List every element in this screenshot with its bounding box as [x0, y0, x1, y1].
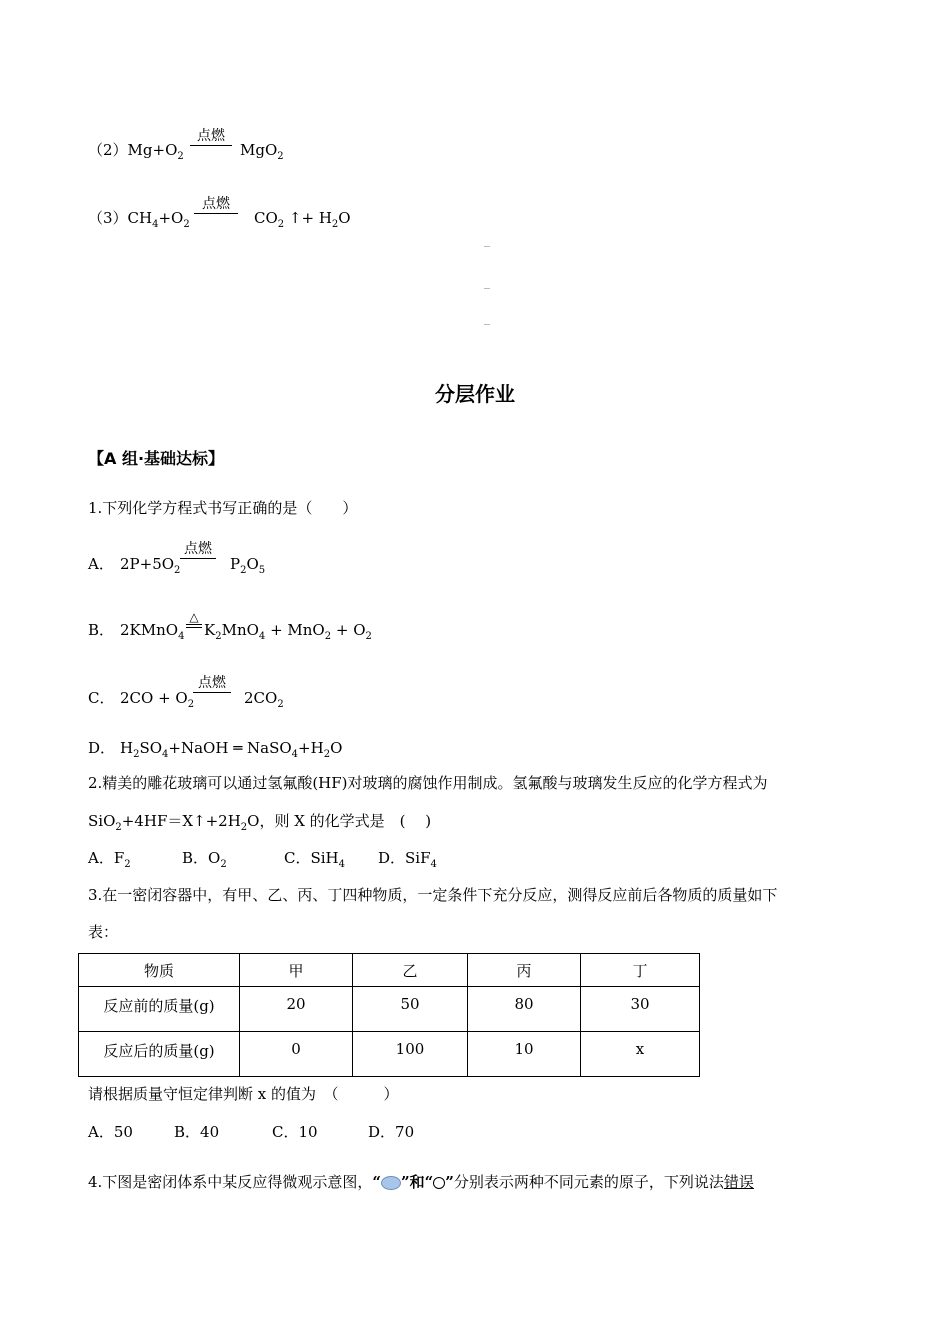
- table-cell: 反应后的质量(g): [79, 1032, 240, 1077]
- condition-label: 点燃: [197, 128, 225, 144]
- reaction-condition: [186, 611, 202, 628]
- equation-2-rhs: [240, 140, 284, 167]
- equation-text: +NaOH ═ NaSO: [168, 739, 292, 757]
- heat-symbol: △: [189, 610, 199, 624]
- option-a-lhs: [120, 554, 180, 581]
- subscript: 4: [291, 749, 299, 760]
- equation-rhs: + O: [331, 621, 366, 639]
- condition-bar: [186, 624, 202, 625]
- option-d-equation: [120, 738, 342, 765]
- option-b-rhs: [204, 620, 372, 647]
- option-text: B．O: [182, 849, 221, 867]
- subscript: 2: [215, 631, 222, 642]
- question-text: 4.下图是密闭体系中某反应得微观示意图，: [88, 1173, 373, 1191]
- subscript: 4: [178, 631, 185, 642]
- subscript: 4: [430, 859, 437, 870]
- option-text: D．SiF: [378, 849, 431, 867]
- question-3-option-b: B．40: [174, 1123, 220, 1141]
- option-text: A．F: [88, 849, 125, 867]
- equation-rhs: ↑+ H: [284, 209, 332, 227]
- option-label: C．: [88, 689, 115, 707]
- option-d: [88, 738, 115, 758]
- equation-3: [88, 208, 190, 235]
- equation-text: O: [330, 739, 343, 757]
- question-2-line1: 2.精美的雕花玻璃可以通过氢氟酸(HF)对玻璃的腐蚀作用制成。氢氟酸与玻璃发生反应的化学方程式为: [88, 774, 768, 792]
- table-header-row: [79, 954, 700, 987]
- option-c-lhs: [120, 688, 194, 715]
- subscript: 4: [338, 859, 346, 870]
- equation-number: （3）: [88, 209, 128, 227]
- equation-text: +H: [298, 739, 324, 757]
- question-2-option-b: [182, 848, 227, 875]
- question-3-line2: 表：: [88, 923, 119, 941]
- subscript: 2: [277, 699, 284, 710]
- option-b-equation: [120, 620, 184, 647]
- question-3-line1: 3.在一密闭容器中，有甲、乙、丙、丁四种物质，一定条件下充分反应，测得反应前后各物质的质量如下: [88, 886, 778, 904]
- question-text: 分别表示两种不同元素的原子，下列说法: [453, 1173, 724, 1191]
- question-2-option-a: [88, 848, 131, 875]
- subscript: 2: [277, 219, 285, 230]
- equation-lhs: CH: [127, 209, 153, 227]
- filled-atom-icon: [381, 1176, 401, 1190]
- subscript: 2: [187, 699, 195, 710]
- option-text: C．SiH: [284, 849, 339, 867]
- group-heading: 【A 组·基础达标】: [88, 449, 225, 468]
- question-1-stem: 1.下列化学方程式书写正确的是（ ）: [88, 499, 358, 517]
- table-cell: 30: [581, 987, 700, 1032]
- paragraph-mark: [484, 288, 490, 289]
- table-header-cell: 物质: [79, 954, 240, 987]
- subscript: 2: [240, 822, 248, 833]
- table-header-cell: 丁: [581, 954, 700, 987]
- question-2-line2: [88, 811, 431, 838]
- equation-lhs: 2KMnO: [120, 621, 179, 639]
- equation-rhs: MnO: [221, 621, 259, 639]
- condition-bar: [180, 558, 216, 559]
- option-label: A．: [88, 555, 114, 573]
- equation-rhs: CO: [254, 209, 278, 227]
- condition-bar: [193, 692, 231, 693]
- condition-bar: [194, 213, 238, 214]
- question-2-option-c: [284, 848, 345, 875]
- table-header-cell: 乙: [353, 954, 468, 987]
- equation-text: SiO: [88, 812, 116, 830]
- subscript: 4: [162, 749, 169, 760]
- condition-bar: [186, 627, 202, 628]
- equation-rhs: 2CO: [244, 689, 278, 707]
- subscript: 2: [240, 565, 247, 576]
- question-3-option-c: C．10: [272, 1123, 318, 1141]
- reaction-condition: [180, 541, 216, 559]
- equation-text: SO: [139, 739, 163, 757]
- option-label: D．: [88, 739, 116, 757]
- table-cell: x: [581, 1032, 700, 1077]
- question-3-option-d: D．70: [368, 1123, 415, 1141]
- table-cell: 10: [468, 1032, 581, 1077]
- quote-mark: “: [372, 1173, 381, 1191]
- equation-rhs: P: [230, 555, 241, 573]
- equation-number: （2）: [88, 141, 128, 159]
- equation-text: +4HF＝X↑+2H: [121, 812, 241, 830]
- subscript: 2: [177, 151, 184, 162]
- subscript: 2: [323, 749, 331, 760]
- subscript: 2: [133, 749, 140, 760]
- reaction-condition: [193, 675, 231, 693]
- equation-rhs: MgO: [240, 141, 278, 159]
- equation-rhs: K: [204, 621, 216, 639]
- equation-rhs: + MnO: [265, 621, 325, 639]
- condition-bar: [190, 145, 232, 146]
- reaction-condition: [194, 196, 238, 214]
- subscript: 2: [183, 219, 190, 230]
- subscript: 4: [258, 631, 266, 642]
- subscript: 2: [220, 859, 227, 870]
- equation-lhs: Mg+O: [127, 141, 178, 159]
- subscript: 2: [331, 219, 339, 230]
- question-2-option-d: [378, 848, 437, 875]
- question-3-prompt: 请根据质量守恒定律判断 x 的值为 （ ）: [88, 1085, 399, 1103]
- table-row: [79, 987, 700, 1032]
- mass-table: [78, 953, 700, 1077]
- table-row: [79, 1032, 700, 1077]
- table-cell: 80: [468, 987, 581, 1032]
- question-4-line1: [88, 1172, 754, 1192]
- quote-mark: ”和“: [400, 1173, 434, 1191]
- option-a-rhs: [230, 554, 265, 581]
- option-c: [88, 688, 114, 708]
- table-cell: 100: [353, 1032, 468, 1077]
- subscript: 4: [152, 219, 159, 230]
- paragraph-mark: [484, 324, 490, 325]
- condition-label: 点燃: [184, 541, 212, 557]
- reaction-condition: [190, 128, 232, 146]
- section-title: 分层作业: [435, 382, 515, 406]
- table-cell: 50: [353, 987, 468, 1032]
- emphasized-word: 错误: [723, 1173, 754, 1191]
- question-3-option-a: A．50: [88, 1123, 133, 1141]
- equation-rhs: O: [246, 555, 259, 573]
- option-b: [88, 620, 114, 640]
- subscript: 2: [124, 859, 131, 870]
- open-atom-icon: [433, 1177, 445, 1189]
- table-header-cell: 甲: [240, 954, 353, 987]
- equation-lhs: 2CO + O: [120, 689, 188, 707]
- option-c-rhs: [244, 688, 284, 715]
- equation-rhs: O: [338, 209, 351, 227]
- table-header-cell: 丙: [468, 954, 581, 987]
- paragraph-mark: [484, 246, 490, 247]
- condition-label: 点燃: [198, 675, 226, 691]
- subscript: 5: [258, 565, 266, 576]
- subscript: 2: [115, 822, 122, 833]
- equation-lhs: +O: [158, 209, 184, 227]
- subscript: 2: [174, 565, 181, 576]
- table-cell: 反应前的质量(g): [79, 987, 240, 1032]
- quote-mark: ”: [445, 1173, 454, 1191]
- table-cell: 0: [240, 1032, 353, 1077]
- subscript: 2: [365, 631, 372, 642]
- option-label: B．: [88, 621, 115, 639]
- subscript: 2: [277, 151, 284, 162]
- subscript: 2: [324, 631, 332, 642]
- condition-label: 点燃: [202, 196, 230, 212]
- equation-2: [88, 140, 184, 167]
- equation-3-rhs: [254, 208, 351, 235]
- option-a: [88, 554, 114, 574]
- question-text: O，则 X 的化学式是 ( ): [247, 812, 432, 830]
- equation-lhs: 2P+5O: [120, 555, 175, 573]
- equation-text: H: [120, 739, 134, 757]
- table-cell: 20: [240, 987, 353, 1032]
